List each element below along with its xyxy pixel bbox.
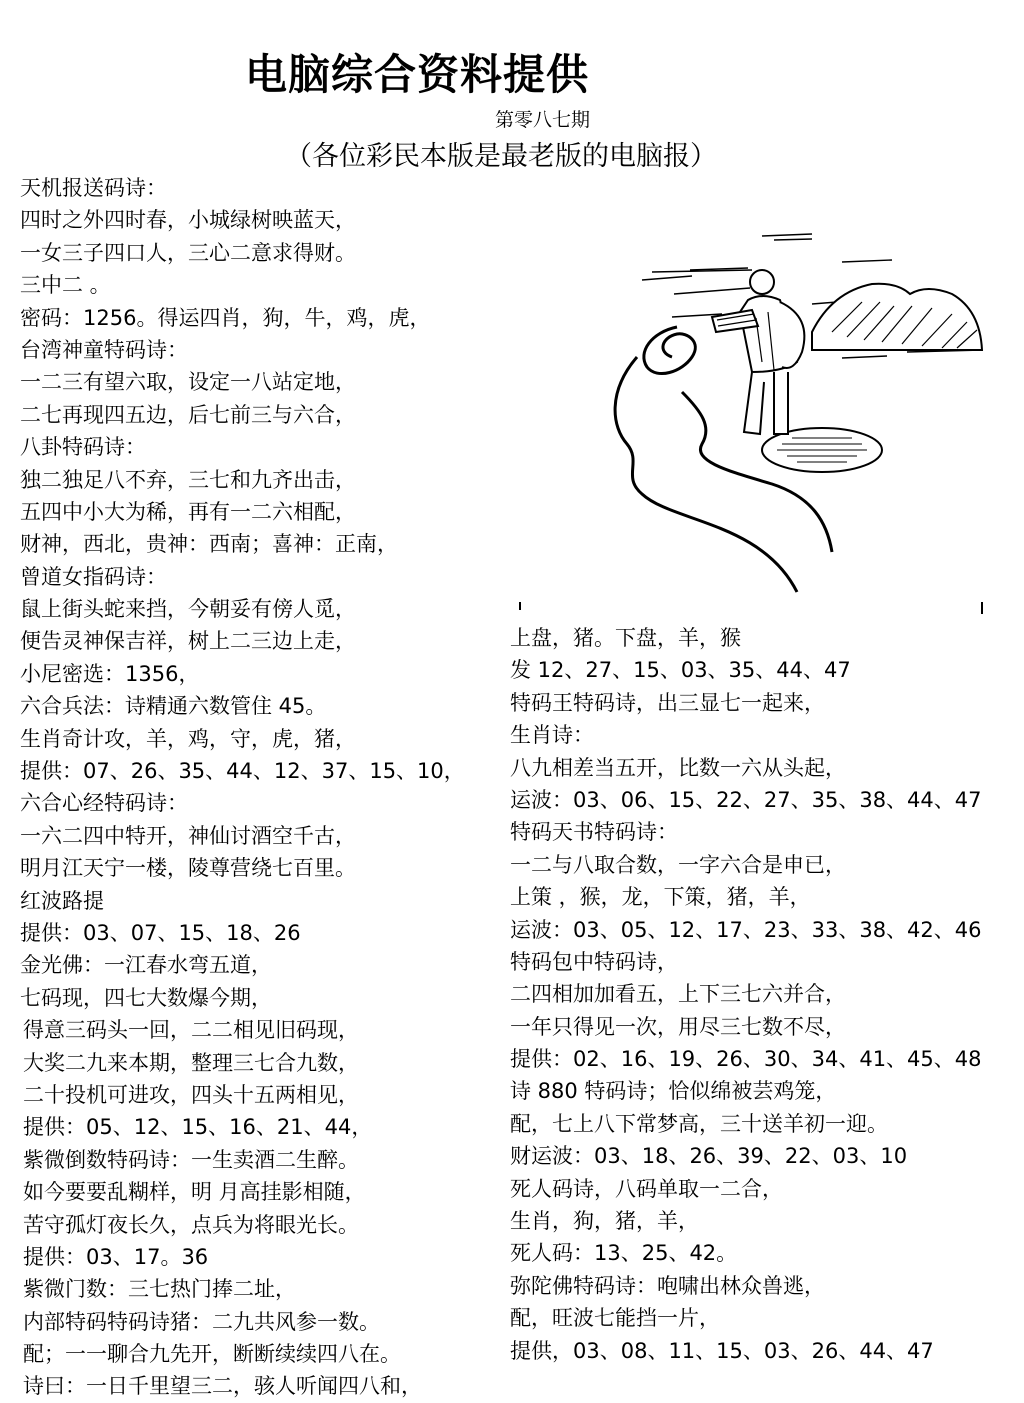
right-column-line: 上策 ，猴，龙，下策，猪，羊， bbox=[510, 885, 811, 910]
right-column-line: 运波：03、06、15、22、27、35、38、44、47 bbox=[510, 787, 982, 812]
left-column-line: 曾道女指码诗： bbox=[20, 564, 167, 589]
left-column-line: 提供：07、26、35、44、12、37、15、10， bbox=[20, 759, 465, 784]
right-column-line: 特码包中特码诗， bbox=[510, 949, 678, 974]
left-column-line: 小尼密选：1356， bbox=[20, 661, 200, 686]
left-column-line: 二十投机可进攻，四头十五两相见， bbox=[23, 1082, 359, 1107]
left-column-line: 一二三有望六取，设定一八站定地， bbox=[20, 370, 356, 395]
left-column-line: 一六二四中特开，神仙讨酒空千古， bbox=[20, 823, 356, 848]
left-column-line: 生肖奇计攻，羊，鸡，守，虎，猪， bbox=[20, 726, 356, 751]
left-column-line: 台湾神童特码诗： bbox=[20, 337, 188, 362]
left-column-line: 内部特码特码诗猪：二九共风参一数。 bbox=[23, 1309, 380, 1334]
left-column-line: 红波路提 bbox=[20, 888, 104, 913]
left-column-line: 密码：1256。得运四肖，狗，牛，鸡，虎， bbox=[20, 305, 431, 330]
right-column-line: 八九相差当五开，比数一六从头起， bbox=[510, 755, 846, 780]
right-column-line: 死人码：13、25、42。 bbox=[510, 1241, 738, 1266]
right-column-line: 一年只得见一次，用尽三七数不尽， bbox=[510, 1014, 846, 1039]
scholar-illustration-icon bbox=[512, 222, 990, 617]
right-text-column bbox=[510, 622, 982, 1367]
right-column-line: 提供，03、08、11、15、03、26、44、47 bbox=[510, 1338, 934, 1363]
left-column-line: 六合心经特码诗： bbox=[20, 791, 188, 816]
left-column-line: 紫微倒数特码诗：一生卖酒二生醉。 bbox=[23, 1147, 359, 1172]
right-column-line: 运波：03、05、12、17、23、33、38、42、46 bbox=[510, 917, 982, 942]
right-column-line: 诗 880 特码诗；恰似绵被芸鸡笼， bbox=[510, 1079, 837, 1104]
right-column-line: 弥陀佛特码诗：咆啸出林众兽逃， bbox=[510, 1273, 825, 1298]
right-column-line: 生肖，狗，猪，羊， bbox=[510, 1209, 699, 1234]
left-column-line: 二七再现四五边，后七前三与六合， bbox=[20, 402, 356, 427]
left-column-line: 七码现，四七大数爆今期， bbox=[20, 985, 272, 1010]
left-column-line: 金光佛：一江春水弯五道， bbox=[20, 953, 272, 978]
left-column-line: 四时之外四时春，小城绿树映蓝天， bbox=[20, 208, 356, 233]
left-column-line: 苦守孤灯夜长久，点兵为将眼光长。 bbox=[23, 1212, 359, 1237]
left-column-line: 五四中小大为稀，再有一二六相配， bbox=[20, 499, 356, 524]
right-column-line: 配，七上八下常梦高，三十送羊初一迎。 bbox=[510, 1111, 888, 1136]
left-column-line: 八卦特码诗： bbox=[20, 435, 146, 460]
page-title: 电脑综合资料提供 bbox=[245, 50, 590, 99]
left-column-line: 便告灵神保吉祥，树上二三边上走， bbox=[20, 629, 356, 654]
left-column-line: 配；一一聊合九先开，断断续续四八在。 bbox=[23, 1342, 401, 1367]
left-column-line: 六合兵法：诗精通六数管住 45。 bbox=[20, 694, 327, 719]
left-column-line: 得意三码头一回，二二相见旧码现， bbox=[23, 1018, 359, 1043]
right-column-line: 配，旺波七能挡一片， bbox=[510, 1306, 720, 1331]
right-column-line: 特码王特码诗，出三显七一起来， bbox=[510, 690, 825, 715]
right-column-line: 二四相加加看五，上下三七六并合， bbox=[510, 982, 846, 1007]
left-text-column bbox=[20, 172, 465, 1403]
left-column-line: 诗曰：一日千里望三二，骇人听闻四八和， bbox=[23, 1374, 422, 1399]
right-column-line: 提供：02、16、19、26、30、34、41、45、48 bbox=[510, 1047, 982, 1072]
left-column-line: 独二独足八不弃，三七和九齐出击， bbox=[20, 467, 356, 492]
left-column-line: 财神，西北，贵神：西南；喜神：正南， bbox=[20, 532, 398, 557]
right-column-line: 发 12、27、15、03、35、44、47 bbox=[510, 658, 851, 683]
right-column-line: 生肖诗： bbox=[510, 723, 594, 748]
right-column-line: 上盘，猪。下盘，羊，猴 bbox=[510, 626, 741, 650]
left-column-line: 三中二 。 bbox=[20, 273, 111, 298]
left-column-line: 如今要要乱糊样，明 月高挂影相随， bbox=[23, 1180, 366, 1205]
left-column-line: 提供：03、17。36 bbox=[23, 1244, 209, 1269]
left-column-line: 提供：03、07、15、18、26 bbox=[20, 920, 301, 945]
issue-number: 第零八七期 bbox=[495, 109, 591, 131]
right-column-line: 一二与八取合数，一字六合是申已， bbox=[510, 852, 846, 877]
left-column-line: 一女三子四口人，三心二意求得财。 bbox=[20, 240, 356, 265]
left-column-line: 提供：05、12、15、16、21、44， bbox=[23, 1115, 373, 1140]
page-subtitle: （各位彩民本版是最老版的电脑报） bbox=[285, 141, 717, 172]
right-column-line: 死人码诗，八码单取一二合， bbox=[510, 1176, 783, 1201]
left-column-line: 紫微门数：三七热门捧二址， bbox=[23, 1277, 296, 1302]
right-column-line: 特码天书特码诗： bbox=[510, 820, 678, 845]
left-column-line: 鼠上街头蛇来挡，今朝妥有傍人觅， bbox=[20, 597, 356, 622]
left-column-line: 天机报送码诗： bbox=[20, 176, 167, 200]
left-column-line: 明月江天宁一楼，陵尊营绕七百里。 bbox=[20, 856, 356, 881]
right-column-line: 财运波：03、18、26、39、22、03、10 bbox=[510, 1144, 908, 1169]
left-column-line: 大奖二九来本期，整理三七合九数， bbox=[23, 1050, 359, 1075]
